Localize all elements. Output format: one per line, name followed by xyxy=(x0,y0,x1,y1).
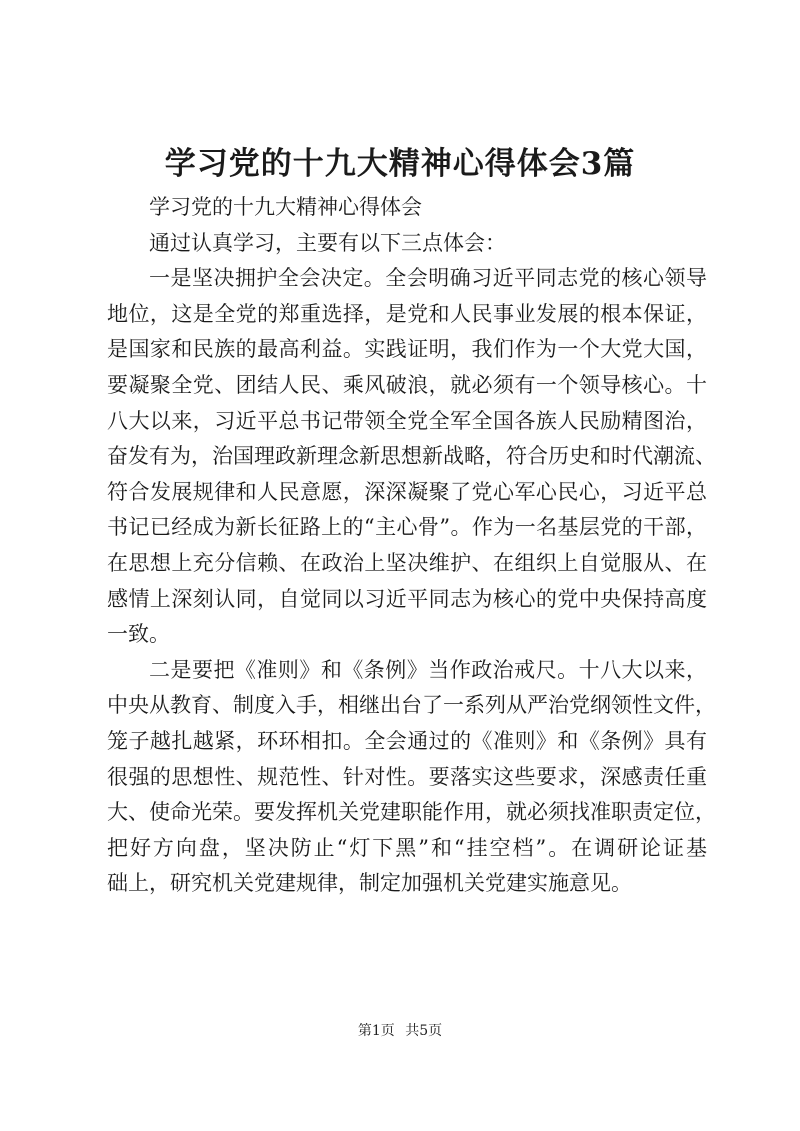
paragraph-2-line: 中央从教育、制度入手，相继出台了一系列从严治党纲领性文件， xyxy=(107,693,716,718)
paragraph-2-line: 把好方向盘，坚决防止“灯下黑”和“挂空档”。在调研论证基 xyxy=(107,835,707,860)
page-total: 共5页 xyxy=(405,1023,443,1039)
paragraph-1-line: 在思想上充分信赖、在政治上坚决维护、在组织上自觉服从、在 xyxy=(107,550,707,575)
paragraph-2-line: 笼子越扎越紧，环环相扣。全会通过的《准则》和《条例》具有 xyxy=(107,728,707,753)
paragraph-2-line: 大、使命光荣。要发挥机关党建职能作用，就必须找准职责定位， xyxy=(107,800,716,825)
paragraph-1-line: 是国家和民族的最高利益。实践证明，我们作为一个大党大国， xyxy=(107,337,707,362)
paragraph-1-line: 奋发有为，治国理政新理念新思想新战略，符合历史和时代潮流、 xyxy=(107,444,716,469)
paragraph-1-line: 八大以来，习近平总书记带领全党全军全国各族人民励精图治， xyxy=(107,408,707,433)
paragraph-1-line: 书记已经成为新长征路上的“主心骨”。作为一名基层党的干部， xyxy=(107,515,707,540)
paragraph-2-line: 二是要把《准则》和《条例》当作政治戒尺。十八大以来， xyxy=(149,657,707,682)
page-number: 第1页 xyxy=(357,1023,395,1039)
paragraph-1-line: 地位，这是全党的郑重选择，是党和人民事业发展的根本保证， xyxy=(107,301,707,326)
page-footer xyxy=(0,1020,800,1040)
paragraph-1-line: 一是坚决拥护全会决定。全会明确习近平同志党的核心领导 xyxy=(149,266,707,291)
intro-line: 通过认真学习，主要有以下三点体会： xyxy=(149,230,506,255)
paragraph-1-line: 一致。 xyxy=(107,622,170,647)
paragraph-2-line: 础上，研究机关党建规律，制定加强机关党建实施意见。 xyxy=(107,871,632,896)
paragraph-1-line: 感情上深刻认同，自觉同以习近平同志为核心的党中央保持高度 xyxy=(107,586,707,611)
subtitle-line: 学习党的十九大精神心得体会 xyxy=(149,195,422,219)
document-title: 学习党的十九大精神心得体会3篇 xyxy=(164,146,636,182)
paragraph-1-line: 符合发展规律和人民意愿，深深凝聚了党心军心民心，习近平总 xyxy=(107,479,707,504)
paragraph-1-line: 要凝聚全党、团结人民、乘风破浪，就必须有一个领导核心。十 xyxy=(107,372,707,397)
paragraph-2-line: 很强的思想性、规范性、针对性。要落实这些要求，深感责任重 xyxy=(107,764,707,789)
document-body xyxy=(107,190,716,902)
